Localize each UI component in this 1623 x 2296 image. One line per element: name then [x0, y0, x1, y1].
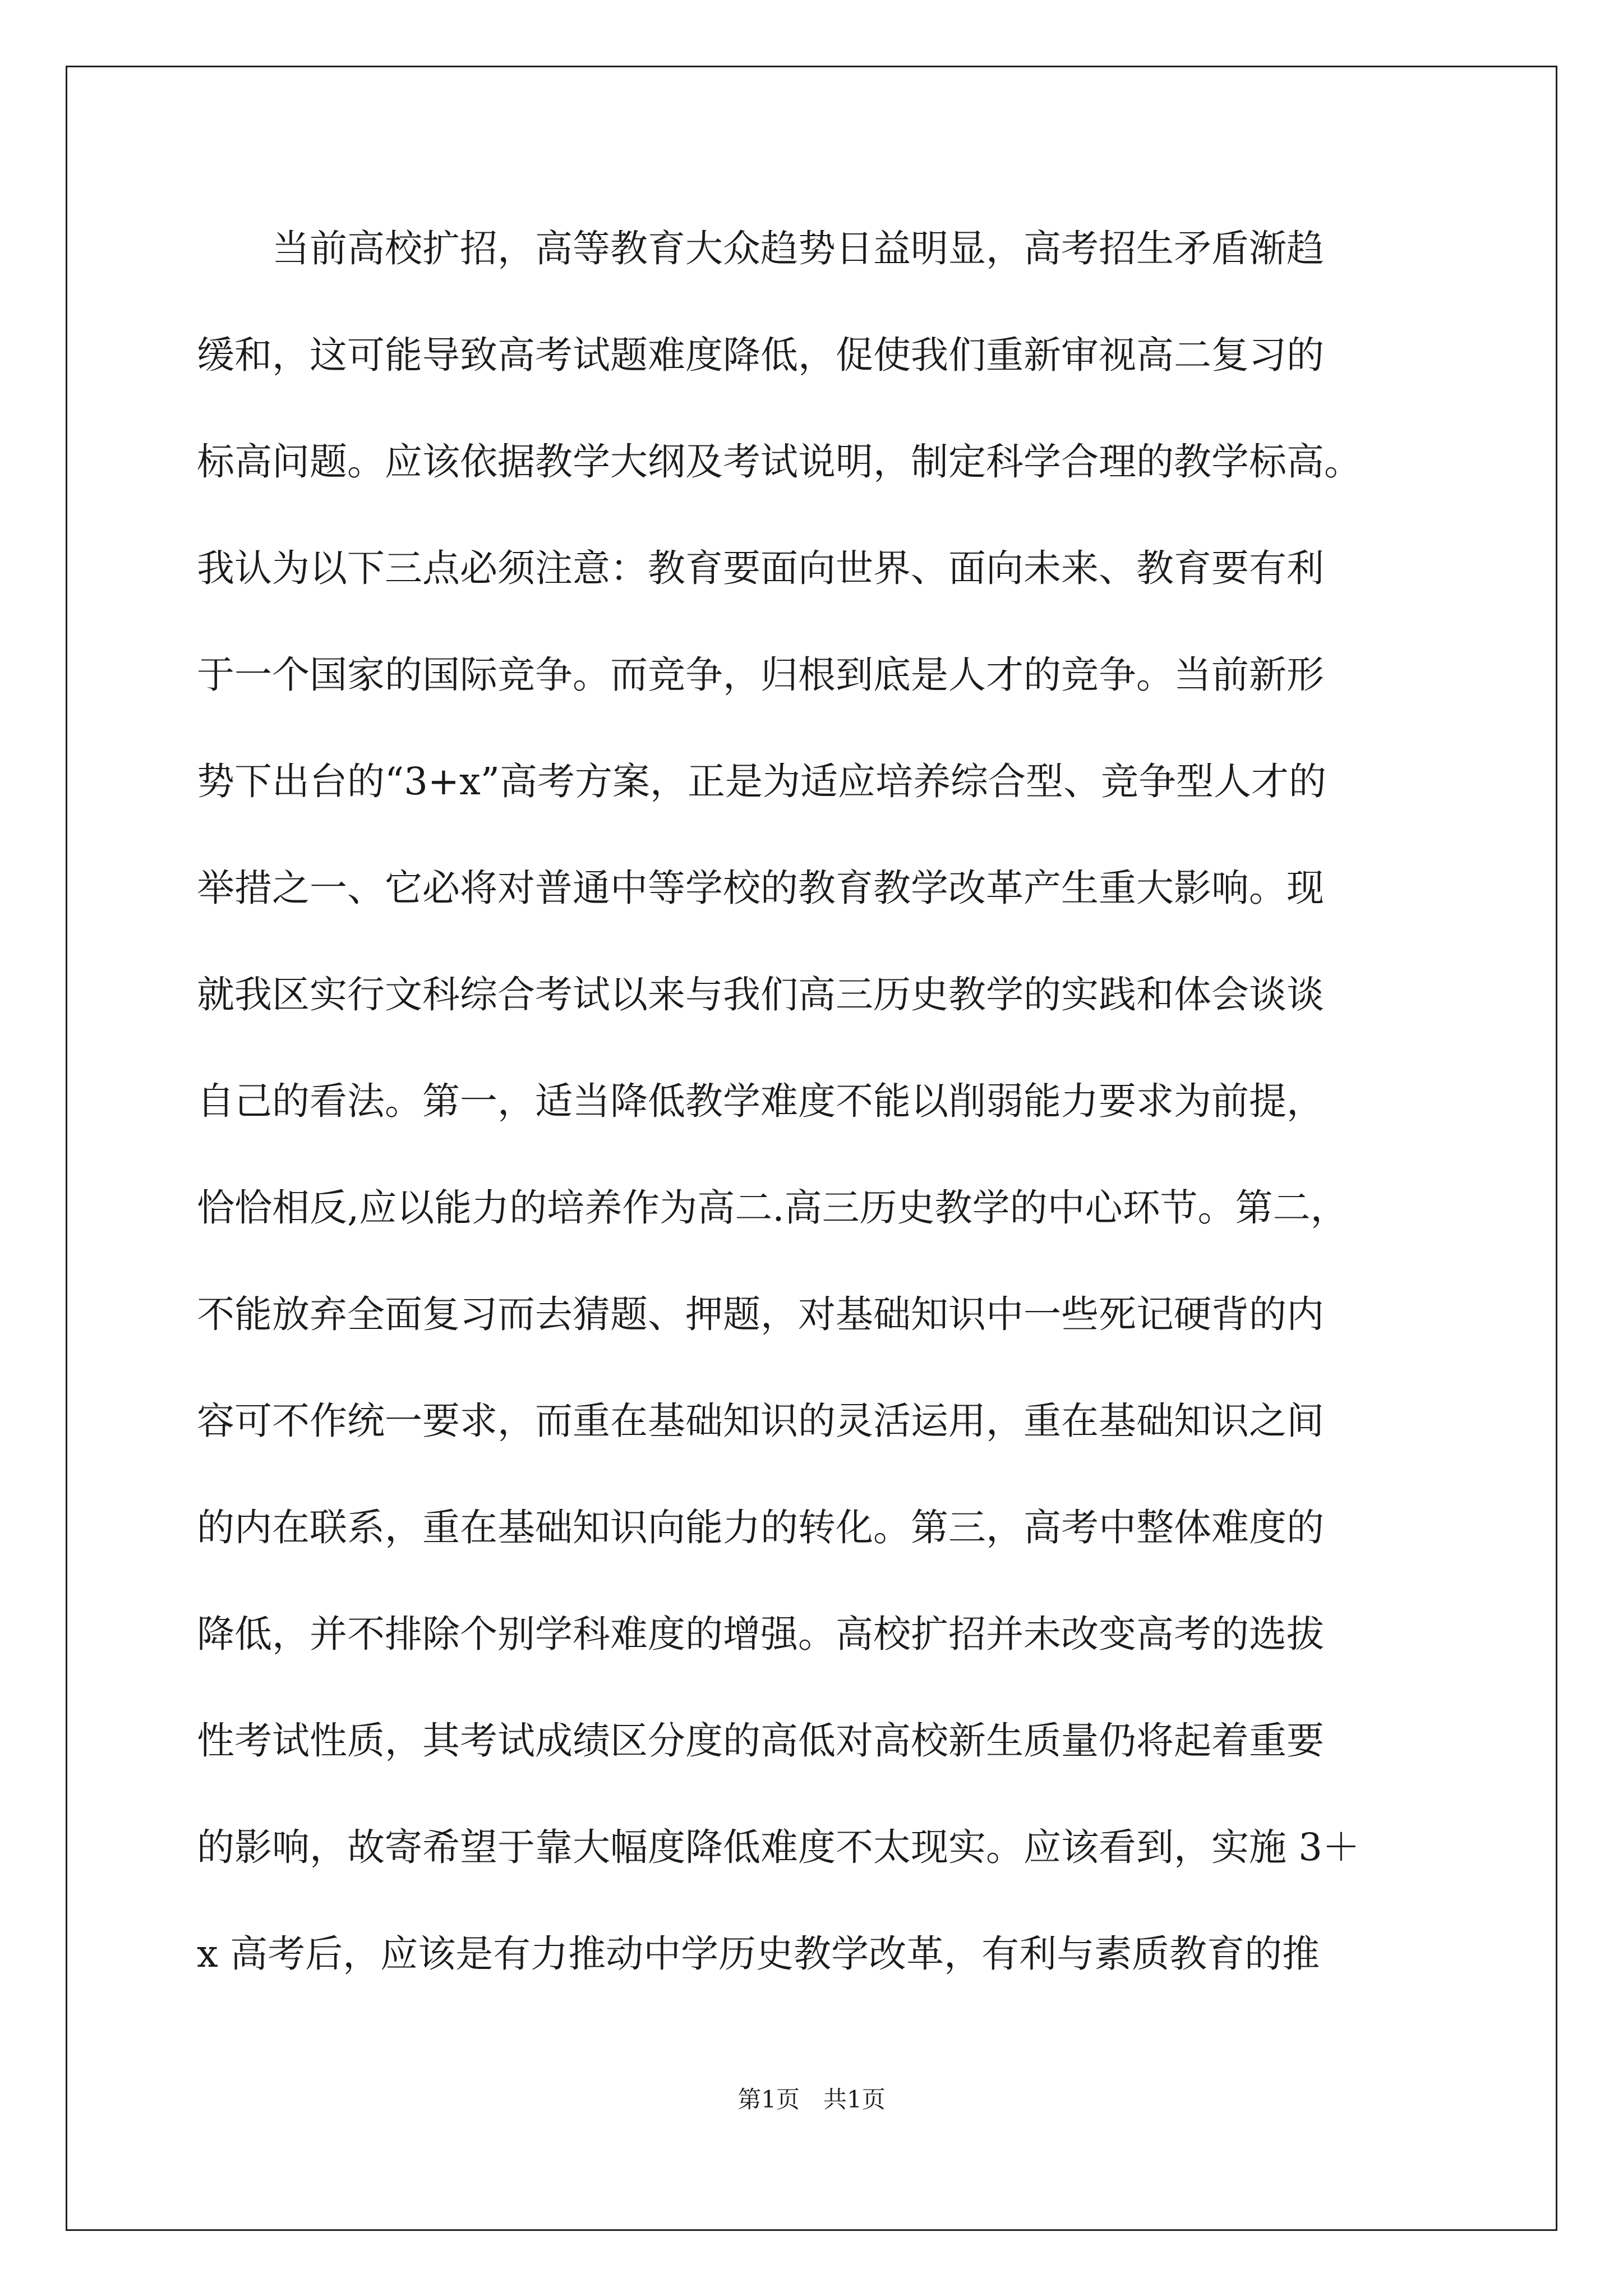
text-line: 恰恰相反,应以能力的培养作为高二.高三历史教学的中心环节。第二， [197, 1186, 1348, 1230]
text-line: 的内在联系，重在基础知识向能力的转化。第三，高考中整体难度的 [197, 1506, 1324, 1549]
text-line: 就我区实行文科综合考试以来与我们高三历史教学的实践和体会谈谈 [197, 973, 1324, 1016]
text-line: 于一个国家的国际竞争。而竞争，归根到底是人才的竞争。当前新形 [197, 653, 1324, 697]
text-line: 当前高校扩招，高等教育大众趋势日益明显，高考招生矛盾渐趋 [272, 227, 1324, 270]
text-line: 容可不作统一要求，而重在基础知识的灵活运用，重在基础知识之间 [197, 1399, 1324, 1443]
text-line: 不能放弃全面复习而去猜题、押题，对基础知识中一些死记硬背的内 [197, 1292, 1324, 1336]
text-line: 势下出台的“3+x”高考方案，正是为适应培养综合型、竞争型人才的 [197, 760, 1327, 803]
text-line: 自己的看法。第一，适当降低教学难度不能以削弱能力要求为前提， [197, 1079, 1324, 1123]
text-line: 举措之一、它必将对普通中等学校的教育教学改革产生重大影响。现 [197, 866, 1324, 910]
document-body [197, 218, 1419, 2030]
text-line: 性考试性质，其考试成绩区分度的高低对高校新生质量仍将起着重要 [197, 1719, 1324, 1763]
text-line: 我认为以下三点必须注意：教育要面向世界、面向未来、教育要有利 [197, 546, 1324, 590]
text-line: 降低，并不排除个别学科难度的增强。高校扩招并未改变高考的选拔 [197, 1612, 1324, 1656]
page-number-footer: 第1页 共1页 [737, 2086, 886, 2113]
text-line: x 高考后，应该是有力推动中学历史教学改革，有利与素质教育的推 [197, 1932, 1320, 1976]
text-line: 标高问题。应该依据教学大纲及考试说明，制定科学合理的教学标高。 [197, 440, 1362, 484]
text-line: 缓和，这可能导致高考试题难度降低，促使我们重新审视高二复习的 [197, 333, 1324, 377]
text-line: 的影响，故寄希望于靠大幅度降低难度不太现实。应该看到，实施 3＋ [197, 1825, 1360, 1869]
